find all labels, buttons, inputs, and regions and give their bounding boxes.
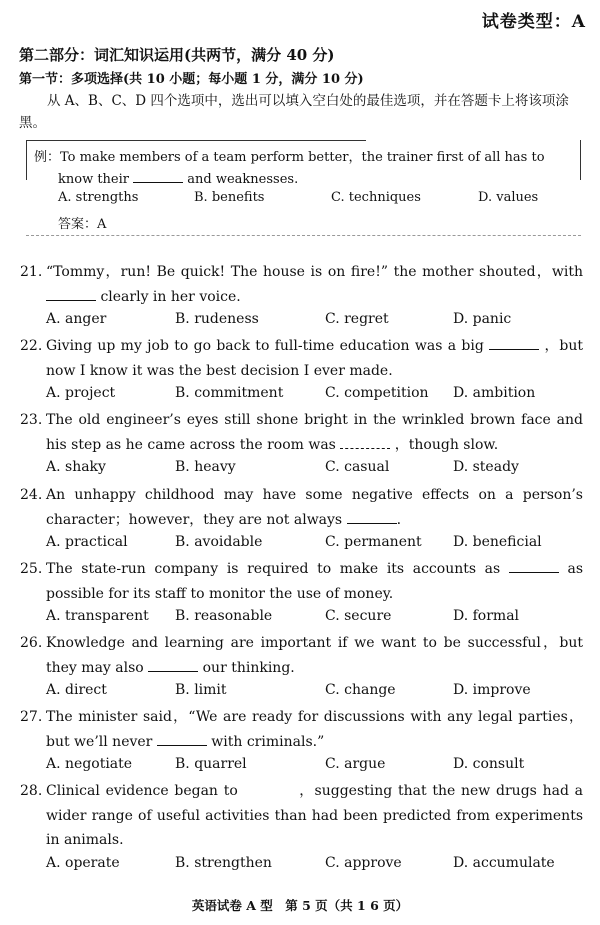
question-stem [20,408,583,457]
option-a: A. shaky [46,459,106,475]
stem-post: ，but now I know it was the best decision I ever made. [46,338,584,379]
stem-pre: The minister said，“We are ready for discussions with any legal parties，but we’ll never [46,709,583,750]
question-26 [20,631,583,704]
question-21 [20,260,583,333]
option-b: B. limit [175,682,227,698]
question-stem [20,557,583,606]
stem-post: with criminals.” [211,733,325,750]
stem-pre: The state-run company is required to make its accounts as [46,561,501,577]
option-c: C. secure [325,608,392,624]
question-number: 21. [20,264,43,280]
paper-type-label: 试卷类型：A [481,12,586,32]
option-a: A. operate [46,854,120,871]
example-option-d: D. values [478,190,539,205]
option-d: D. steady [453,459,519,475]
question-stem [20,483,583,532]
stem-post: our thinking. [202,659,295,676]
question-24 [20,483,583,556]
example-blank [133,168,183,183]
option-a: A. practical [46,534,128,550]
question-number: 26. [20,635,43,651]
example-left-border [26,140,27,180]
option-c: C. permanent [325,534,422,550]
answer-blank [46,286,96,301]
stem-pre: Giving up my job to go back to full-time education was a big [46,338,484,354]
options-row [20,309,583,333]
question-number: 27. [20,709,43,725]
question-stem [20,779,583,853]
answer-blank [340,434,390,449]
question-number: 24. [20,487,43,503]
question-25 [20,557,583,630]
option-d: D. ambition [453,385,536,401]
option-b: B. heavy [175,459,236,475]
option-c: C. casual [325,459,390,475]
stem-pre: An unhappy childhood may have some negative effects on a person’s character；however，they are not always [46,487,583,528]
example-bottom-border [26,235,581,236]
question-22 [20,334,583,407]
options-row [20,457,583,481]
option-d: D. formal [453,608,520,624]
option-c: C. competition [325,385,429,401]
option-b: B. reasonable [175,608,273,624]
options-row [20,754,583,778]
options-row [20,532,583,556]
option-b: B. rudeness [175,311,259,327]
option-b: B. strengthen [175,854,272,871]
section-title: 第二部分：词汇知识运用(共两节，满分 40 分) [19,46,335,64]
example-top-border [26,140,366,141]
question-28 [20,779,583,877]
question-number: 22. [20,338,43,354]
example-line-2 [58,168,298,187]
subsection-title: 第一节：多项选择(共 10 小题；每小题 1 分，满分 10 分) [19,72,364,87]
example-option-b: B. benefits [194,190,265,205]
stem-post: as possible for its staff to monitor the use of money. [46,561,584,602]
example-option-a: A. strengths [58,190,139,205]
option-b: B. quarrel [175,756,247,772]
question-stem [20,631,583,680]
option-d: D. beneficial [453,534,542,550]
options-row [20,606,583,630]
options-row [20,853,583,877]
option-d: D. consult [453,756,525,772]
stem-pre: The old engineer’s eyes still shone bright in the wrinkled brown face and his step as he came across the room was [46,412,583,453]
option-c: C. regret [325,311,389,327]
answer-blank [509,558,559,573]
stem-pre: Clinical evidence began to [46,783,238,799]
option-d: D. panic [453,311,512,327]
question-number: 25. [20,561,43,577]
answer-blank [244,781,294,795]
stem-post: clearly in her voice. [100,288,241,305]
answer-blank [157,731,207,746]
stem-pre: “Tommy，run! Be quick! The house is on fire!” the mother shouted，with [46,264,583,280]
instructions: 从 A、B、C、D 四个选项中，选出可以填入空白处的最佳选项，并在答题卡上将该项涂黑。 [19,93,569,131]
question-stem [20,705,583,754]
example-stem-post: and weaknesses. [187,172,299,187]
options-row [20,383,583,407]
example-options [58,190,568,210]
answer-blank [347,509,397,524]
option-a: A. direct [46,682,107,698]
answer-blank [148,657,198,672]
option-a: A. project [46,385,116,401]
question-23 [20,408,583,481]
question-number: 23. [20,412,43,428]
stem-post: ，suggesting that the new drugs had a wider range of useful activities than had been predicted from experiments in animals. [46,783,583,848]
stem-pre: Knowledge and learning are important if we want to be successful，but they may also [46,635,583,676]
option-c: C. approve [325,854,402,871]
page-footer: 英语试卷 A 型 第 5 页（共 1 6 页） [191,898,409,913]
option-d: D. improve [453,682,531,698]
options-row [20,680,583,704]
option-d: D. accumulate [453,854,555,871]
stem-post: ，though slow. [394,436,499,453]
question-number: 28. [20,783,43,799]
stem-post: . [396,511,402,528]
example-option-c: C. techniques [331,190,421,205]
option-c: C. change [325,682,396,698]
option-a: A. anger [46,311,107,327]
question-stem [20,260,583,309]
option-c: C. argue [325,756,386,772]
example-stem-pre: know their [58,172,129,187]
option-a: A. transparent [46,608,149,624]
example-box [26,140,581,236]
option-a: A. negotiate [46,756,133,772]
question-27 [20,705,583,778]
example-right-border [580,140,581,180]
option-b: B. avoidable [175,534,263,550]
example-answer: 答案：A [58,217,107,232]
answer-blank [489,335,539,350]
question-stem [20,334,583,383]
option-b: B. commitment [175,385,284,401]
example-line-1: 例：To make members of a team perform better，the trainer first of all has to [34,150,545,165]
